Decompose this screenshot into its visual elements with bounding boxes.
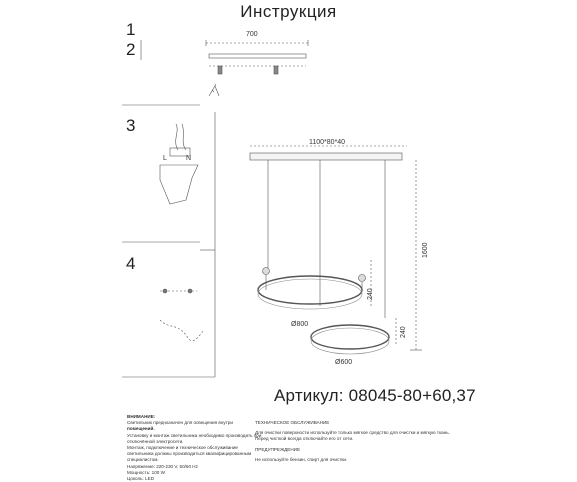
wire-n-label: N [186,155,192,162]
upper-ring-diameter: Ø800 [291,321,309,328]
lower-ring-shadow [311,328,389,354]
step-number-2: 2 [126,40,136,59]
note-line: Напряжение: 220-230 V, 50/60 Hz [127,463,198,469]
article-number: Артикул: 08045-80+60,37 [274,386,476,405]
note-line: Светильник предназначен для освещения внутри [127,420,233,426]
note-line: отключённой электросети. [127,438,184,444]
step1-width-label: 700 [246,31,258,38]
note-line: помещений. [127,426,155,432]
right-notes [255,420,450,463]
screwdriver-icon [209,84,219,96]
note-line: ТЕХНИЧЕСКОЕ ОБСЛУЖИВАНИЕ [255,420,330,425]
upper-ring [258,276,362,304]
step-number-1: 1 [126,20,136,39]
left-notes [127,414,261,482]
lower-ring-diameter: Ø600 [335,359,353,366]
cable-holder [359,275,366,282]
upper-drop-label: 240 [367,288,374,300]
note-line: Мощность: 100 W [127,469,165,475]
mounting-bracket [209,54,306,58]
note-line: Монтаж, подключение и техническое обслуживание [127,445,238,451]
page-title: Инструкция [240,2,337,21]
note-line: ВНИМАНИЕ: [127,414,156,419]
wire [160,320,204,341]
note-line: ПРЕДУПРЕЖДЕНИЕ [255,446,301,452]
top-bar-dim-label: 1100*80*40 [309,139,346,146]
note-line: Установку и монтаж светильника необходимо производить при [127,432,262,438]
step-number-3: 3 [126,116,136,135]
wire-l-label: L [163,155,167,162]
screw [163,289,167,293]
note-line: специалистом. [127,457,159,463]
height-dim-label: 1600 [422,242,429,258]
lower-ring [311,325,389,349]
note-line: Не используйте бензин, спирт для очистки. [255,456,348,462]
screw [218,66,222,74]
canopy [160,165,198,204]
lower-drop-label: 240 [400,326,407,338]
note-line: Цоколь: LED [127,476,155,482]
note-line: светильника должны производиться квалифицированным [127,451,252,457]
wire [176,124,178,150]
cable-holder [263,268,270,275]
step-number-4: 4 [126,254,136,273]
note-line: Перед чисткой всегда отключайте его от сети. [255,436,354,442]
screw [188,289,192,293]
lamp-top-bar [250,153,402,160]
screw [274,66,278,74]
note-line: Для очистки поверхности используйте только мягкое средство для очистки и мягкую ткань. [255,430,450,436]
